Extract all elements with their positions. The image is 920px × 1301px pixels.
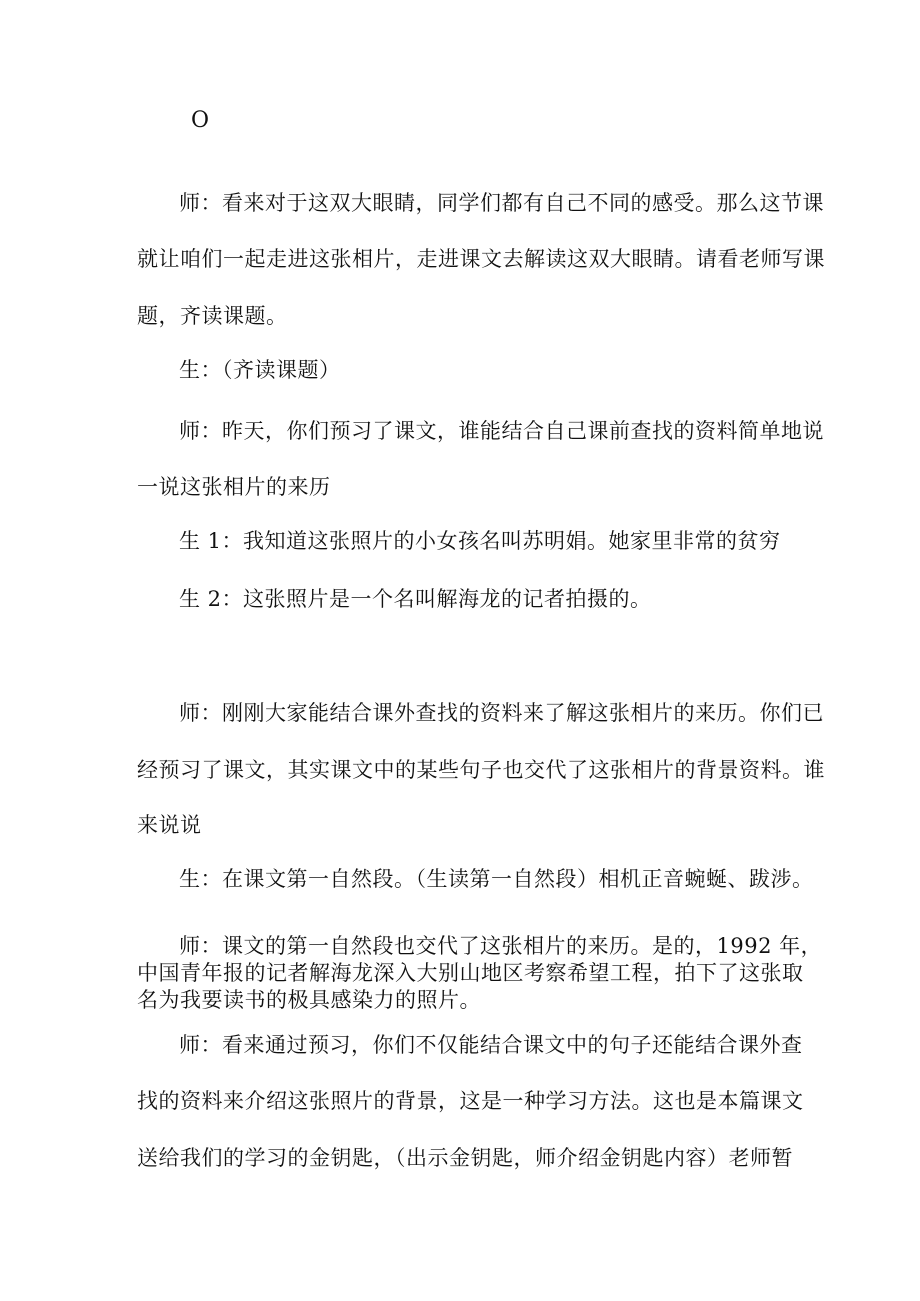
- paragraph-8-line-1: 师：课文的第一自然段也交代了这张相片的来历。是的，1992 年，: [179, 934, 823, 958]
- paragraph-7-line-1: 生：在课文第一自然段。（生读第一自然段）相机正音蜿蜒、跋涉。: [179, 867, 814, 891]
- paragraph-3-line-2: 一说这张相片的来历: [137, 475, 331, 499]
- paragraph-8-line-2: 中国青年报的记者解海龙深入大别山地区考察希望工程，拍下了这张取: [137, 961, 804, 985]
- paragraph-9-line-1: 师：看来通过预习，你们不仅能结合课文中的句子还能结合课外查: [179, 1033, 803, 1057]
- paragraph-9-line-3: 送给我们的学习的金钥匙，（出示金钥匙，师介绍金钥匙内容）老师暂: [137, 1146, 793, 1170]
- paragraph-2-line-1: 生：（齐读课题）: [179, 358, 341, 382]
- paragraph-1-line-2: 就让咱们一起走进这张相片，走进课文去解读这双大眼睛。请看老师写课: [137, 247, 825, 271]
- top-marker: O: [191, 108, 210, 133]
- paragraph-6-line-3: 来说说: [137, 813, 202, 837]
- paragraph-1-line-3: 题，齐读课题。: [137, 304, 288, 328]
- paragraph-8-line-3: 名为我要读书的极具感染力的照片。: [137, 988, 481, 1012]
- paragraph-6-line-1: 师：刚刚大家能结合课外查找的资料来了解这张相片的来历。你们已: [179, 701, 824, 725]
- paragraph-4-line-1: 生 1：我知道这张照片的小女孩名叫苏明娟。她家里非常的贫穷: [179, 529, 781, 553]
- paragraph-5-line-1: 生 2：这张照片是一个名叫解海龙的记者拍摄的。: [179, 587, 652, 611]
- paragraph-9-line-2: 找的资料来介绍这张照片的背景，这是一种学习方法。这也是本篇课文: [137, 1089, 804, 1113]
- paragraph-3-line-1: 师：昨天，你们预习了课文，谁能结合自己课前查找的资料简单地说: [179, 419, 824, 443]
- paragraph-1-line-1: 师：看来对于这双大眼睛，同学们都有自己不同的感受。那么这节课: [179, 191, 824, 215]
- paragraph-6-line-2: 经预习了课文，其实课文中的某些句子也交代了这张相片的背景资料。谁: [137, 758, 825, 782]
